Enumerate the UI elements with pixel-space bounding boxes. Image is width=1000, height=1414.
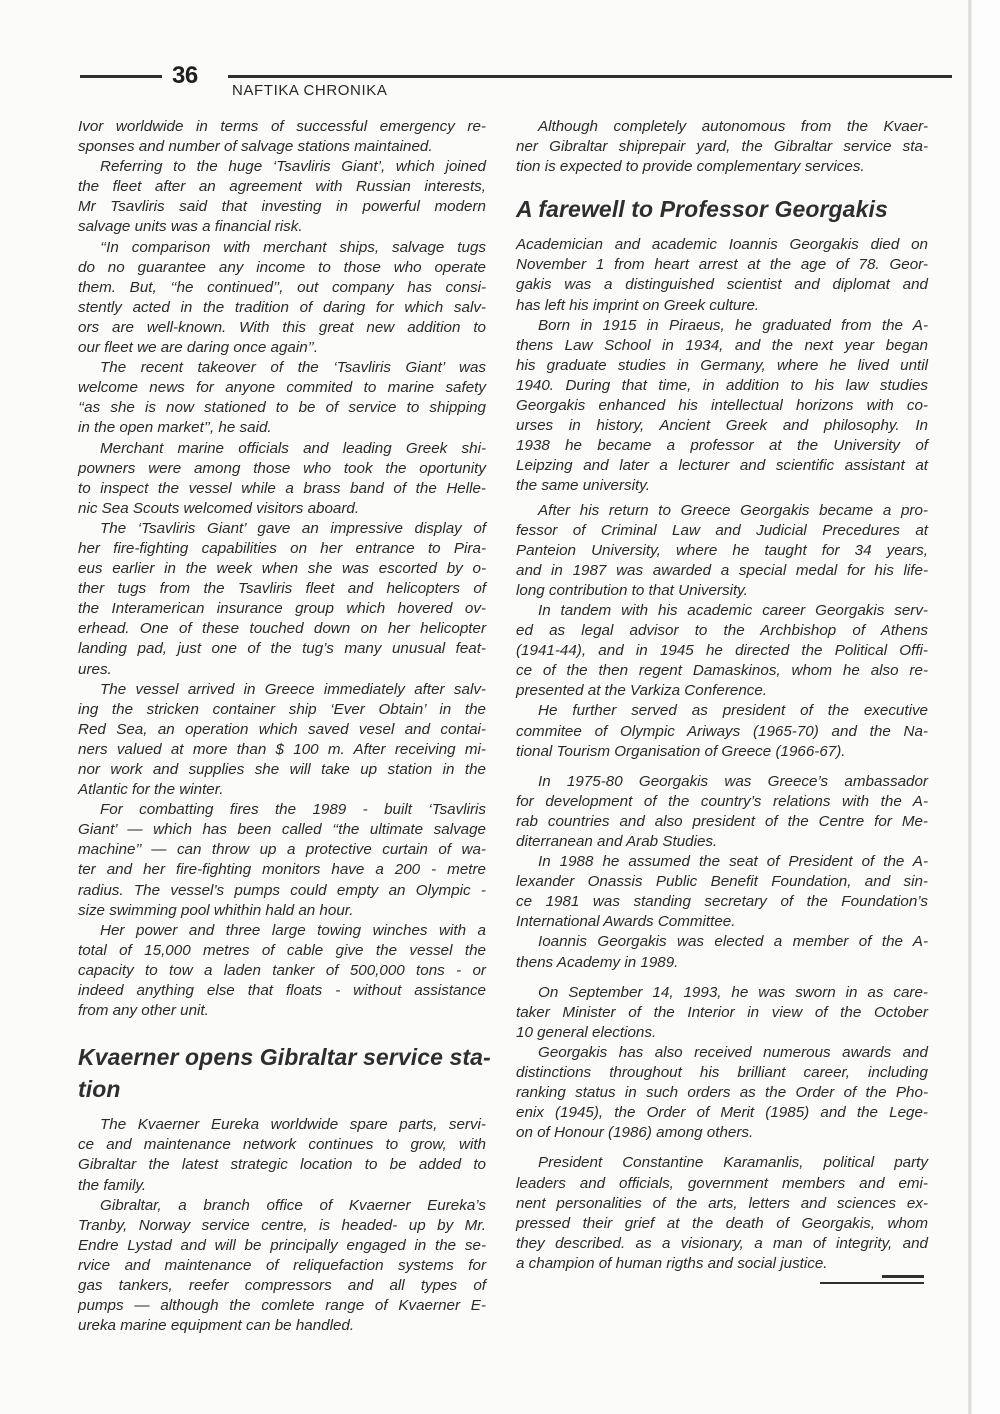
text-line: diterranean and Arab Studies. <box>516 833 718 850</box>
text-line: Academician and academic Ioannis Georgakis died on <box>516 236 928 254</box>
text-line: fessor of Criminal Law and Judicial Precedures at <box>516 521 928 539</box>
text-line: 1938 he became a professor at the University of <box>516 437 928 455</box>
text-line: and in 1987 was awarded a special medal for his life- <box>516 561 928 579</box>
text-line: thens Law School in 1934, and the next year began <box>516 336 928 354</box>
text-line: After his return to Greece Georgakis became a pro- <box>538 501 928 519</box>
heading-line: tion <box>78 1076 121 1103</box>
header-rule-left <box>80 75 162 78</box>
text-line: eus earlier in the week when she was escorted by o- <box>78 560 486 578</box>
text-line: from any other unit. <box>78 1002 209 1020</box>
text-line: lexander Onassis Public Benefit Foundation, and sin- <box>516 873 928 891</box>
text-line: landing pad, just one of the tug’s many unusual feat- <box>78 640 486 658</box>
text-line: Ivor worldwide in terms of successful emergency re- <box>78 118 486 135</box>
text-line: his graduate studies in Germany, where he lived until <box>516 356 928 374</box>
text-line: ors are well-known. With this great new addition to <box>78 318 486 336</box>
text-line: radius. The vessel’s pumps could empty an Olympic - <box>78 881 486 899</box>
text-line: ce of the then regent Damaskinos, whom he also re- <box>516 662 928 680</box>
text-line: The Kvaerner Eureka worldwide spare parts, servi- <box>100 1116 486 1134</box>
text-line: for development of the country’s relations with the A- <box>516 792 928 810</box>
text-line: pressed their grief at the death of Georgakis, whom <box>516 1214 928 1232</box>
paragraph-gap <box>516 177 928 193</box>
text-line: thens Academy in 1989. <box>516 953 679 971</box>
text-line: ce and maintenance network continues to grow, with <box>78 1136 486 1154</box>
text-line: Endre Lystad and will be principally engaged in the se- <box>78 1236 486 1254</box>
text-line: sponses and number of salvage stations maintained. <box>78 138 433 156</box>
text-line: to inspect the vessel while a brass band of the Helle- <box>78 479 486 497</box>
text-line: her fire-fighting capabilities on her entrance to Pira- <box>78 539 486 557</box>
text-line: ‘‘In comparison with merchant ships, salvage tugs <box>100 238 486 256</box>
text-line: nor work and supplies she will take up station in the <box>78 761 486 778</box>
text-line: the fleet after an agreement with Russian interests, <box>78 178 486 196</box>
text-line: do no guarantee any income to those who operate <box>78 258 486 276</box>
text-line: He further served as president of the executive <box>538 702 928 720</box>
text-line: ‘‘as she is now stationed to be of service to shipping <box>78 399 486 417</box>
text-line: enix (1945), the Order of Merit (1985) and the Lege- <box>516 1104 928 1122</box>
text-line: in the open market’’, he said. <box>78 419 272 437</box>
paragraph-gap <box>78 1021 486 1041</box>
text-line: ners valued at more than $ 100 m. After receiving mi- <box>78 740 486 758</box>
text-line: Gibraltar, a branch office of Kvaerner Eureka’s <box>100 1196 486 1214</box>
text-line: capacity to tow a laden tanker of 500,000 tons - or <box>78 961 486 979</box>
text-line: Atlantic for the winter. <box>78 781 224 799</box>
text-line: In 1988 he assumed the seat of President of the A- <box>538 853 928 871</box>
text-line: Her power and three large towing winches with a <box>100 921 486 939</box>
text-line: stently acted in the tradition of daring for which salv- <box>78 298 486 316</box>
text-line: leaders and officials, government members and emi- <box>516 1174 928 1192</box>
text-line: gakis was a distinguished scientist and diplomat and <box>516 276 928 294</box>
paragraph-gap <box>78 1105 486 1115</box>
text-line: the family. <box>78 1176 147 1194</box>
text-line: commitee of Olympic Ariways (1965-70) and the Na- <box>516 722 928 740</box>
text-line: Mr Tsavliris said that investing in powerful modern <box>78 198 486 216</box>
text-line: Ioannis Georgakis was elected a member of the A- <box>538 933 928 951</box>
text-line: presented at the Varkiza Conference. <box>516 682 768 700</box>
text-line: On September 14, 1993, he was sworn in as care- <box>538 983 928 1001</box>
text-line: distinctions throughout his brilliant career, including <box>516 1064 928 1082</box>
text-line: ce 1981 was standing secretary of the Foundation’s <box>516 893 928 911</box>
text-line: Leipzing and later a lecturer and scientific assistant at <box>516 457 928 475</box>
text-line: machine’’ — can throw up a protective curtain of wa- <box>78 841 486 859</box>
text-line: welcome news for anyone commited to marine safety <box>78 379 486 397</box>
left-column <box>78 117 491 1336</box>
text-line: long contribution to that University. <box>516 581 748 599</box>
text-line: rab countries and also president of the Centre for Me- <box>516 812 928 830</box>
text-line: Gibraltar the latest strategic location to be added to <box>78 1156 486 1174</box>
heading-line: A farewell to Professor Georgakis <box>516 196 888 223</box>
text-line: total of 15,000 metres of cable give the vessel the <box>78 941 486 959</box>
text-line: ranking status in such orders as the Order of the Pho- <box>516 1084 928 1102</box>
text-line: Georgakis has also received numerous awards and <box>538 1043 928 1061</box>
text-line: ed as legal advisor to the Archbishop of Athens <box>516 622 928 640</box>
text-line: tion is expected to provide complementary services. <box>516 158 865 176</box>
text-line: them. But, ‘‘he continued’’, out company has consi- <box>78 278 486 296</box>
text-line: ner Gibraltar shiprepair yard, the Gibraltar service sta- <box>516 138 928 156</box>
text-line: Merchant marine officials and leading Greek shi- <box>100 439 486 457</box>
text-line: erhead. One of these touched down on her helicopter <box>78 620 486 638</box>
text-line: Although completely autonomous from the Kvaer- <box>538 118 928 135</box>
text-line: gas tankers, reefer compressors and all types of <box>78 1276 486 1294</box>
text-line: Born in 1915 in Piraeus, he graduated from the A- <box>538 316 928 334</box>
text-line: ureka marine equipment can be handled. <box>78 1317 355 1335</box>
page-margin <box>972 0 1000 1414</box>
right-column <box>516 117 928 1274</box>
text-line: Referring to the huge ‘Tsavliris Giant’, which joined <box>100 158 486 176</box>
text-line: has left his imprint on Greek culture. <box>516 296 760 314</box>
text-line: Tranby, Norway service centre, is headed- up by Mr. <box>78 1216 486 1234</box>
text-line: November 1 from heart arrest at the age of 78. Geor- <box>516 256 928 274</box>
text-line: pumps — although the comlete range of Kvaerner E- <box>78 1297 486 1315</box>
text-line: The ‘Tsavliris Giant’ gave an impressive display of <box>100 519 486 537</box>
text-line: urses in history, Ancient Greek and philosophy. In <box>516 417 928 435</box>
text-line: size swimming pool whithin hald an hour. <box>78 901 354 919</box>
text-line: 1940. During that time, in addition to his law studies <box>516 376 928 394</box>
publication-title: NAFTIKA CHRONIKA <box>232 82 388 99</box>
text-line: (1941-44), and in 1945 he directed the Political Offi- <box>516 642 928 660</box>
text-line: ing the stricken container ship ‘Ever Obtain’ in the <box>78 700 486 718</box>
header-rule-right <box>228 75 952 78</box>
text-line: For combatting fires the 1989 - built ‘Tsavliris <box>100 801 486 819</box>
text-line: The recent takeover of the ‘Tsavliris Giant’ was <box>100 359 486 377</box>
text-line: the Interamerican insurance group which hovered ov- <box>78 600 486 618</box>
end-mark-long <box>820 1282 924 1284</box>
text-line: In tandem with his academic career Georgakis serv- <box>538 601 928 619</box>
page-number: 36 <box>172 62 198 89</box>
text-line: a champion of human rigths and social justice. <box>516 1254 828 1272</box>
text-line: tional Tourism Organisation of Greece (1966-67). <box>516 742 846 760</box>
text-line: Giant’ — which has been called ‘‘the ultimate salvage <box>78 821 486 839</box>
text-line: indeed anything else that floats - without assistance <box>78 982 486 1000</box>
text-line: nent personalities of the arts, letters and sciences ex- <box>516 1194 928 1212</box>
text-line: Georgakis enhanced his intellectual horizons with co- <box>516 397 928 415</box>
text-line: taker Minister of the Interior in view of the October <box>516 1003 928 1021</box>
text-line: salvage units was a financial risk. <box>78 218 303 236</box>
paragraph-gap <box>516 973 928 983</box>
georgakis-article-heading <box>516 193 928 225</box>
text-line: Red Sea, an operation which saved vesel and contai- <box>78 720 486 738</box>
end-mark-short <box>882 1275 924 1278</box>
text-line: President Constantine Karamanlis, political party <box>538 1154 928 1172</box>
text-line: The vessel arrived in Greece immediately after salv- <box>100 680 486 698</box>
text-line: the same university. <box>516 477 650 495</box>
text-line: rvice and maintenance of reliquefaction systems for <box>78 1256 486 1274</box>
text-line: ther tugs from the Tsavliris fleet and helicopters of <box>78 580 486 598</box>
paragraph-gap <box>516 1143 928 1153</box>
text-line: In 1975-80 Georgakis was Greece’s ambassador <box>538 772 928 790</box>
paragraph-gap <box>516 225 928 235</box>
text-line: they described. as a visionary, a man of integrity, and <box>516 1234 928 1252</box>
kvaerner-article-heading <box>78 1041 491 1105</box>
text-line: International Awards Committee. <box>516 913 736 931</box>
text-line: nic Sea Scouts welcomed visitors aboard. <box>78 499 360 517</box>
text-line: ter and her fire-fighting monitors have a 200 - metre <box>78 861 486 879</box>
text-line: powners were among those who took the oportunity <box>78 459 486 477</box>
text-line: Panteion University, where he taught for 34 years, <box>516 541 928 559</box>
heading-line: Kvaerner opens Gibraltar service sta- <box>78 1044 491 1071</box>
text-line: ures. <box>78 660 112 678</box>
text-line: 10 general elections. <box>516 1023 657 1041</box>
text-line: on of Honour (1986) among others. <box>516 1124 754 1142</box>
text-line: our fleet we are daring once again’’. <box>78 339 319 357</box>
paragraph-gap <box>516 762 928 772</box>
